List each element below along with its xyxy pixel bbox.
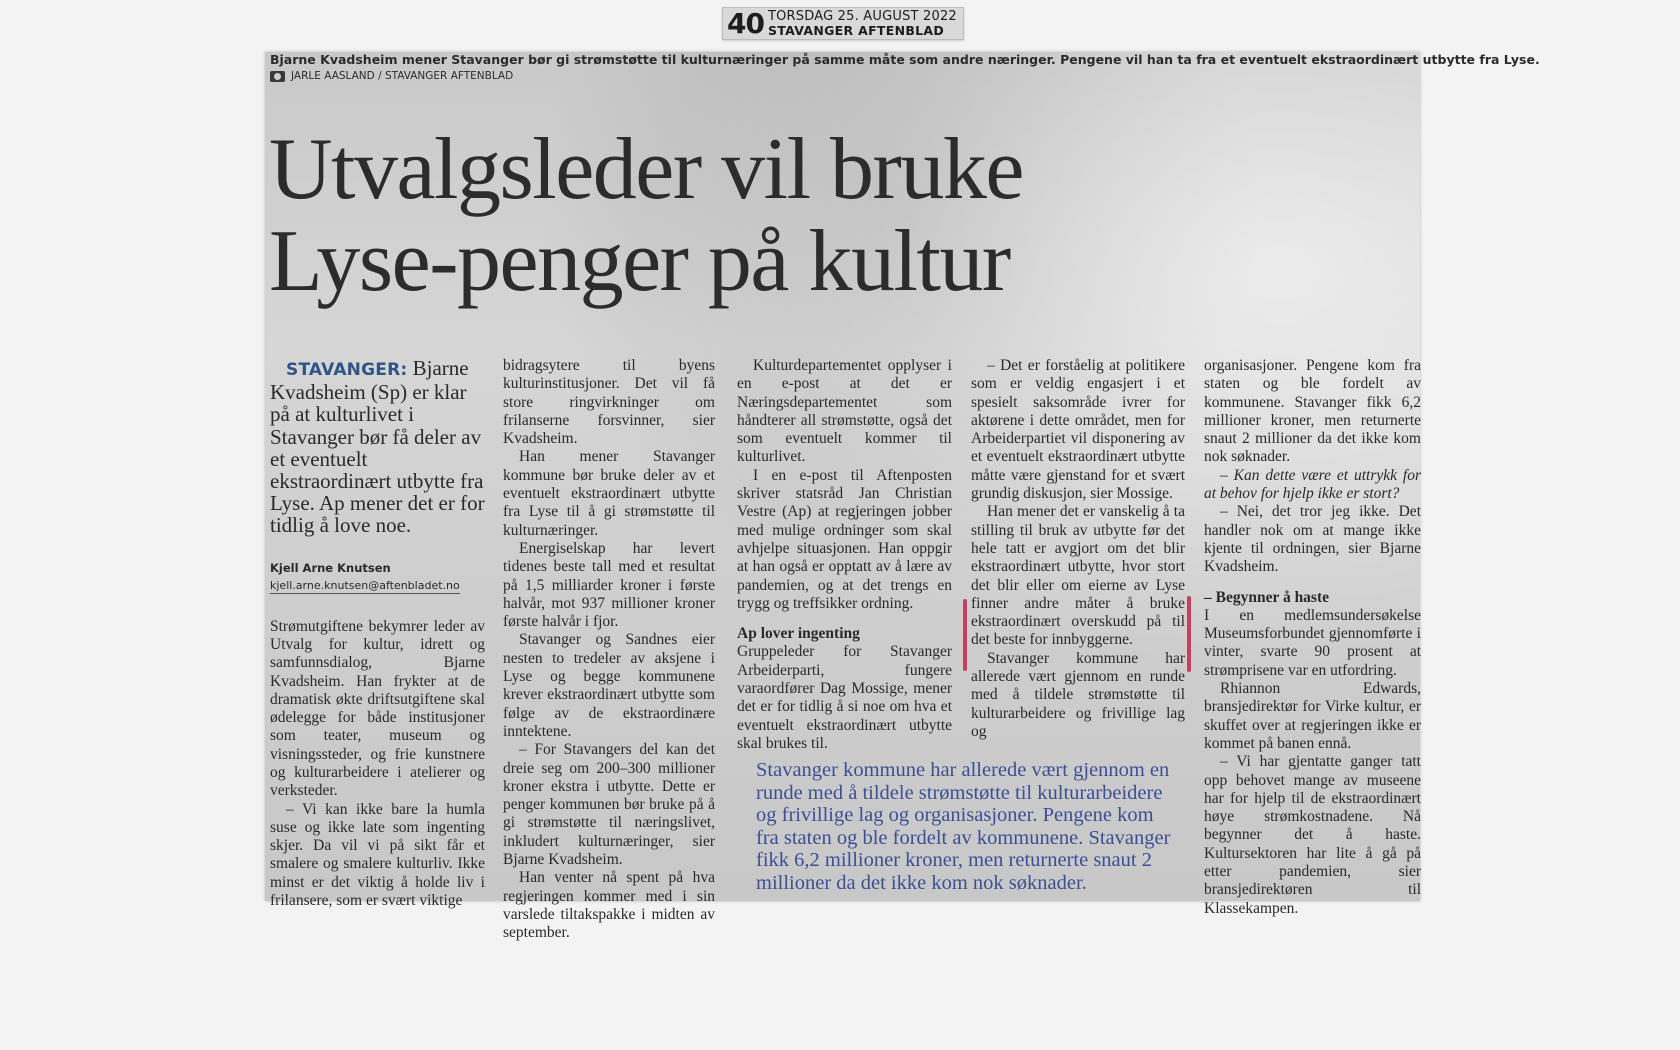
article-lede	[270, 357, 485, 537]
issue-date: TORSDAG 25. AUGUST 2022	[767, 9, 957, 25]
page-number: 40	[727, 6, 764, 40]
highlight-mark-left	[963, 599, 967, 671]
photo-credit	[270, 70, 513, 82]
body-paragraph: I en e-post til Aftenposten skriver statsråd Jan Christian Vestre (Ap) at regjeringen jobber med mulige ordninger som skal avhjelpe situasjonen. Han oppgir at han også er opptatt av å lære av pandemien, og at det trengs en trygg og treffsikker ordning.	[737, 466, 952, 612]
newspaper-name: STAVANGER AFTENBLAD	[767, 22, 945, 38]
pull-quote: Stavanger kommune har allerede vært gjennom en runde med å tildele strømstøtte til kulturarbeidere og frivillige lag og organisasjoner. Pengene kom fra staten og ble fordelt av kommunene. Stavanger fikk 6,2 millioner kroner, men returnerte snaut 2 millioner da det ikke kom nok søknader.	[756, 759, 1171, 894]
body-paragraph: organisasjoner. Pengene kom fra staten og ble fordelt av kommunene. Stavanger fikk 6,2 millioner kroner, men returnerte snaut 2 millioner da det ikke kom nok søknader.	[1204, 357, 1421, 466]
body-paragraph: – Det er forståelig at politikere som er veldig engasjert i et spesielt saksområde ivrer for aktørene i dette området, men for Arbeiderpartiet vil disponering av et eventuelt ekstraordinært utbytte måtte være gjenstand for et svært grundig diskusjon, sier Mossige.	[971, 357, 1185, 503]
subheading-ap: Ap lover ingenting	[737, 625, 860, 643]
page-header-badge	[722, 7, 964, 40]
lede-text: Bjarne Kvadsheim (Sp) er klar på at kulturlivet i Stavanger bør få deler av et eventuelt ekstraordinært utbytte fra Lyse. Ap mener det er for tidlig å love noe.	[270, 356, 485, 538]
body-paragraph: Stavanger og Sandnes eier nesten to tredeler av aksjene i Lyse og begge kommunene krever ekstraordinært utbytte som følge av de ekstraordinære inntektene.	[503, 631, 715, 740]
camera-icon	[270, 71, 285, 82]
highlight-mark-right	[1187, 596, 1191, 672]
photo-credit-text: JARLE AASLAND / STAVANGER AFTENBLAD	[291, 70, 514, 82]
article-column-5	[1204, 357, 1421, 918]
photo-caption: Bjarne Kvadsheim mener Stavanger bør gi strømstøtte til kulturnæringer på samme måte som andre næringer. Pengene vil han ta fra et eventuelt ekstraordinært utbytte fra Lyse.	[270, 52, 1540, 67]
interview-question: – Kan dette være et uttrykk for at behov for hjelp ikke er stort?	[1204, 466, 1421, 503]
body-paragraph: Han mener Stavanger kommune bør bruke deler av et eventuelt ekstraordinært utbytte fra Lyse til å gi strømstøtte til kulturnæringer.	[503, 448, 715, 539]
body-paragraph: Gruppeleder for Stavanger Arbeiderparti, fungere varaordfører Dag Mossige, mener det er for tidlig å si noe om hva et eventuelt ekstraordinært utbytte skal brukes til.	[737, 643, 952, 752]
body-paragraph: Stavanger kommune har allerede vært gjennom en runde med å tildele strømstøtte til kulturarbeidere og frivillige lag og	[971, 649, 1185, 740]
headline-line-1: Utvalgsleder vil bruke	[269, 121, 1023, 218]
newspaper-clipping	[265, 52, 1540, 942]
author-name: Kjell Arne Knutsen	[270, 560, 391, 575]
body-paragraph: Kulturdepartementet opplyser i en e-post at det er Næringsdepartementet som håndterer all strømstøtte, også det som eventuelt kommer til kulturlivet.	[737, 357, 952, 466]
body-paragraph: – For Stavangers del kan det dreie seg om 200–300 millioner kroner ekstra i utbytte. Dette er penger kommunen bør bruke på å gi strømstøtte til næringslivet, inkludert kulturnæringer, sier Bjarne Kvadsheim.	[503, 741, 715, 869]
page-header-meta	[768, 10, 957, 37]
article-headline	[269, 121, 1169, 310]
body-paragraph: – Vi har gjentatte ganger tatt opp behovet mange av museene har for hjelp til de ekstraordinært høye strømkostnadene. Nå begynner det å haste. Kultursektoren har lite å gå på etter pandemien, sier bransjedirektøren til Klassekampen.	[1204, 753, 1421, 917]
body-paragraph: Strømutgiftene bekymrer leder av Utvalg for kultur, idrett og samfunnsdialog, Bjarne Kvadsheim. Han frykter at de dramatisk økte driftsutgiftene skal ødelegge for både institusjoner som teater, museum og visningssteder, og frie kunstnere og kulturarbeidere i atelierer og verksteder.	[270, 617, 485, 800]
body-paragraph: – Vi kan ikke bare la humla suse og ikke late som ingenting skjer. Da vil vi på sikt får et smalere og smalere kulturliv. Ikke minst er det viktig å holde liv i frilansere, som er svært viktige	[270, 800, 485, 910]
headline-line-2: Lyse-penger på kultur	[269, 213, 1010, 310]
body-paragraph: Han mener det er vanskelig å ta stilling til bruk av utbytte før det hele tatt er avgjort om det blir ekstraordinært utbytte, hvor stort det blir eller om eierne av Lyse finner andre måter å bruke ekstraordinært overskudd på til det beste for innbyggerne.	[971, 503, 1185, 649]
article-column-2	[503, 357, 715, 943]
body-paragraph: Energiselskap har levert tidenes beste tall med et resultat på 1,5 milliarder kroner i første halvår, mot 937 millioner kroner første halvår i fjor.	[503, 539, 715, 631]
author-email-link[interactable]: kjell.arne.knutsen@aftenbladet.no	[270, 578, 460, 592]
dateline: STAVANGER:	[286, 360, 408, 380]
article-column-3	[737, 357, 952, 753]
body-paragraph: Rhiannon Edwards, bransjedirektør for Virke kultur, er skuffet over at regjeringen ikke er kommet på banen ennå.	[1204, 680, 1421, 752]
body-paragraph: bidragsytere til byens kulturinstitusjoner. Det vil få store ringvirkninger om frilanserne forsvinner, sier Kvadsheim.	[503, 357, 715, 448]
subheading-haste: – Begynner å haste	[1204, 588, 1330, 606]
article-column-4	[971, 357, 1185, 741]
body-paragraph: Han venter nå spent på hva regjeringen kommer med i sin varslede tiltakspakke i midten av september.	[503, 869, 715, 942]
body-paragraph: – Nei, det tror jeg ikke. Det handler nok om at mange ikke kjente til ordningen, sier Bjarne Kvadsheim.	[1204, 503, 1421, 576]
article-column-1	[270, 357, 485, 910]
body-paragraph: I en medlemsundersøkelse Museumsforbundet gjennomførte i vinter, svarte 90 prosent at strømprisene var en utfordring.	[1204, 606, 1421, 679]
